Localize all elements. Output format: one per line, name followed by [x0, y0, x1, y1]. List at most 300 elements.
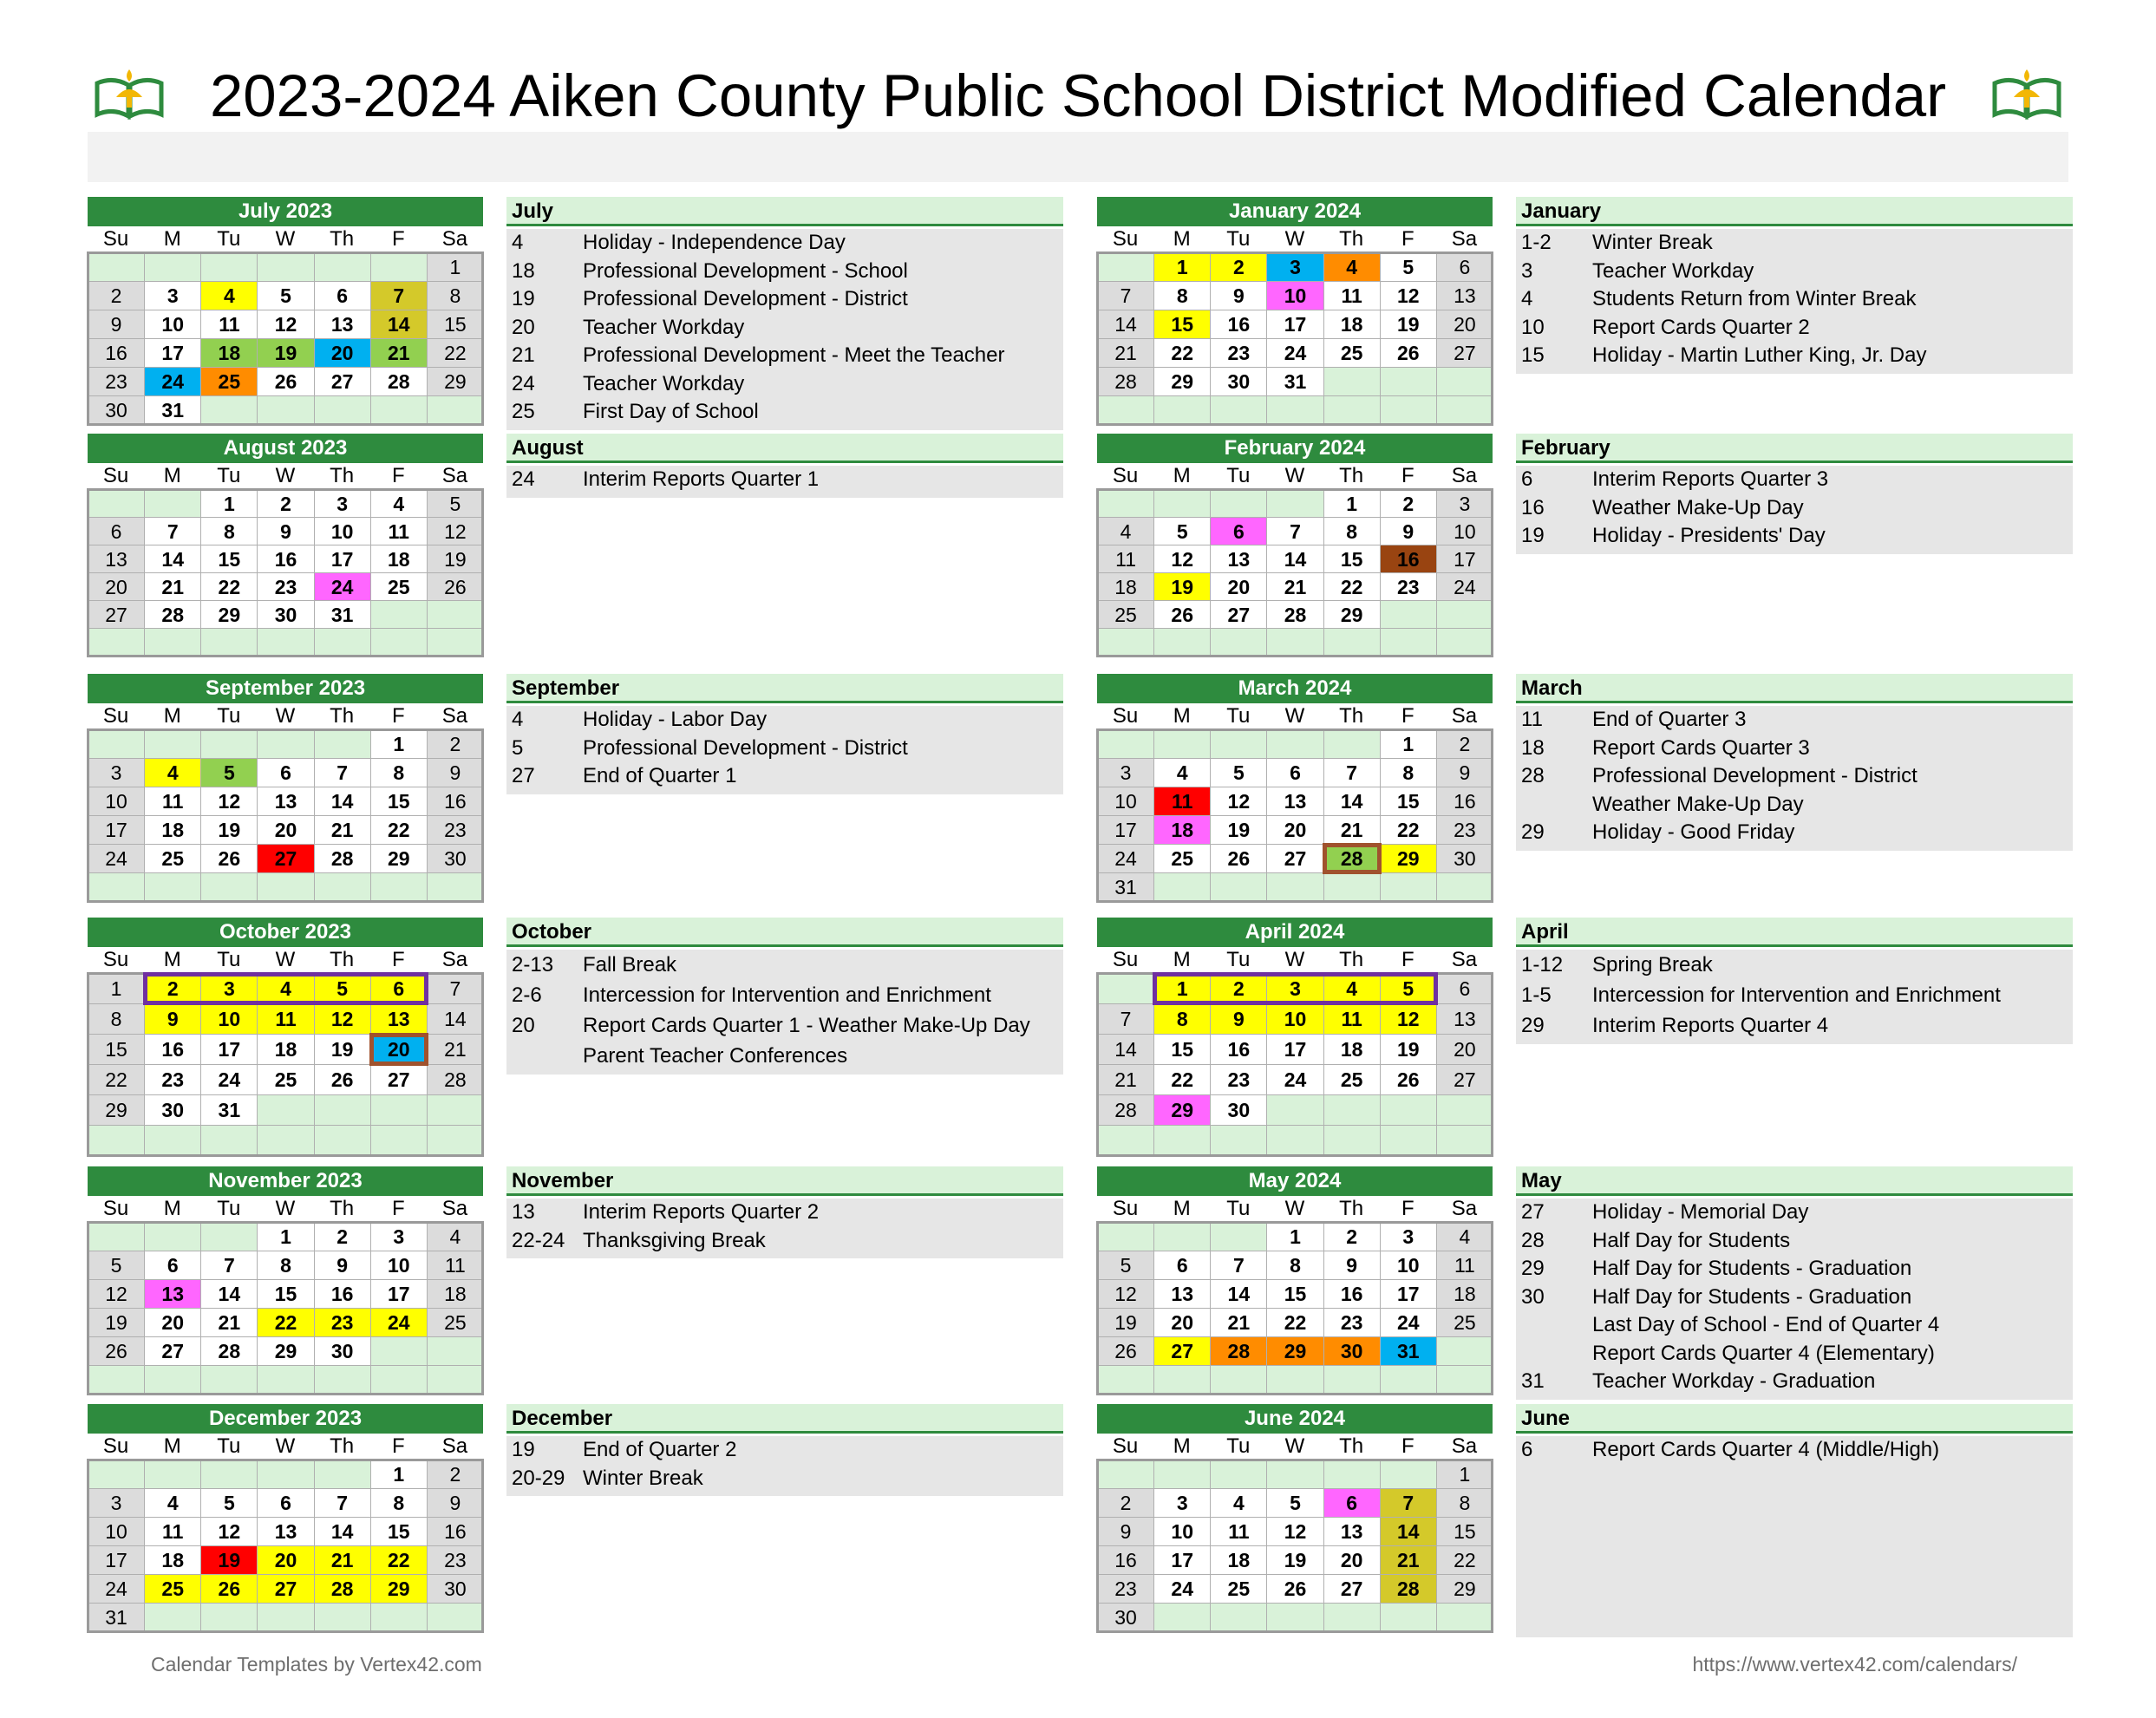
month-title: November 2023	[88, 1166, 483, 1196]
event-date: 10	[1521, 315, 1545, 339]
events-list	[506, 1199, 1063, 1258]
day-cell: 17	[200, 1034, 258, 1065]
event-item	[1516, 706, 2073, 735]
day-cell: 26	[200, 1574, 258, 1604]
day-cell: 9	[257, 517, 314, 545]
day-cell: 9	[1436, 758, 1493, 787]
day-cell: 28	[144, 600, 201, 629]
day-cell: 20	[370, 1034, 428, 1065]
weekday-label: Su	[102, 1197, 129, 1220]
event-text: Half Day for Students - Graduation	[1592, 1257, 1912, 1280]
event-item	[506, 1041, 1063, 1071]
day-cell: 17	[370, 1279, 428, 1309]
day-cell: 26	[200, 844, 258, 873]
events-title: July	[506, 197, 1063, 226]
empty-cell	[427, 872, 484, 902]
day-cell: 11	[1153, 787, 1211, 816]
day-cell: 19	[1097, 1308, 1154, 1337]
month-title: February 2024	[1097, 434, 1493, 463]
event-date: 19	[512, 1438, 535, 1461]
event-date: 15	[1521, 343, 1545, 367]
day-cell: 10	[370, 1251, 428, 1280]
event-text: Holiday - Presidents' Day	[1592, 524, 1826, 547]
day-cell: 26	[1380, 338, 1437, 368]
event-item	[1516, 285, 2073, 314]
weekday-label: M	[163, 464, 181, 487]
day-cell: 2	[144, 973, 201, 1004]
day-cell: 28	[427, 1064, 484, 1095]
day-cell: 21	[1323, 815, 1381, 845]
day-cell: 27	[144, 1336, 201, 1366]
weekday-label: Su	[1112, 704, 1139, 728]
event-date: 16	[1521, 495, 1545, 519]
day-cell: 11	[257, 1003, 314, 1035]
day-cell: 20	[1436, 1034, 1493, 1065]
day-cell: 19	[1210, 815, 1267, 845]
day-cell: 6	[1436, 252, 1493, 282]
day-cell: 9	[1323, 1251, 1381, 1280]
day-cell: 22	[1323, 572, 1381, 601]
day-cell: 17	[88, 815, 145, 845]
empty-cell	[1210, 395, 1267, 425]
day-cell: 16	[144, 1034, 201, 1065]
empty-cell	[314, 395, 371, 425]
day-cell: 7	[427, 973, 484, 1004]
day-cell: 6	[314, 281, 371, 310]
empty-cell	[370, 395, 428, 425]
day-cell: 31	[1266, 367, 1323, 396]
event-date: 4	[512, 231, 524, 254]
day-cell: 23	[88, 367, 145, 396]
month-title: June 2024	[1097, 1404, 1493, 1434]
day-cell: 22	[1153, 338, 1211, 368]
weekday-label: M	[163, 1434, 181, 1458]
weekday-label: Th	[1339, 1434, 1364, 1458]
event-item	[1516, 950, 2073, 980]
empty-cell	[200, 729, 258, 759]
empty-cell	[257, 395, 314, 425]
weekday-label: M	[1173, 704, 1191, 728]
empty-cell	[1266, 1125, 1323, 1156]
event-date: 6	[1521, 1438, 1533, 1461]
day-cell: 24	[1436, 572, 1493, 601]
day-cell: 28	[1097, 367, 1154, 396]
day-cell: 6	[1153, 1251, 1211, 1280]
day-cell: 18	[257, 1034, 314, 1065]
day-cell: 29	[1266, 1336, 1323, 1366]
day-cell: 4	[257, 973, 314, 1004]
weekday-label: Th	[1339, 1197, 1364, 1220]
events-list	[506, 706, 1063, 794]
day-cell: 11	[144, 1517, 201, 1546]
day-cell: 24	[1266, 1064, 1323, 1095]
day-cell: 4	[370, 489, 428, 518]
weekday-label: Sa	[441, 227, 468, 251]
empty-cell	[314, 252, 371, 282]
weekday-label: W	[275, 464, 296, 487]
weekday-label: F	[1401, 1434, 1414, 1458]
day-cell: 24	[144, 367, 201, 396]
weekday-label: Sa	[1451, 704, 1478, 728]
empty-cell	[1436, 367, 1493, 396]
day-cell: 30	[314, 1336, 371, 1366]
day-cell: 6	[1266, 758, 1323, 787]
day-cell: 9	[314, 1251, 371, 1280]
empty-cell	[144, 1603, 201, 1632]
day-cell: 25	[427, 1308, 484, 1337]
day-cell: 1	[200, 489, 258, 518]
day-cell: 10	[1266, 1003, 1323, 1035]
empty-cell	[1323, 1125, 1381, 1156]
day-cell: 27	[257, 1574, 314, 1604]
empty-cell	[1153, 872, 1211, 902]
day-cell: 25	[1097, 600, 1154, 629]
day-cell: 3	[88, 758, 145, 787]
events-title: August	[506, 434, 1063, 463]
event-item	[1516, 791, 2073, 820]
empty-cell	[1436, 628, 1493, 656]
day-cell: 30	[257, 600, 314, 629]
day-cell: 8	[1380, 758, 1437, 787]
day-cell: 18	[1153, 815, 1211, 845]
month-grid	[1097, 1404, 1493, 1631]
day-cell: 19	[1380, 310, 1437, 339]
month-title: August 2023	[88, 434, 483, 463]
event-date: 21	[512, 343, 535, 367]
empty-cell	[1380, 1094, 1437, 1126]
day-cell: 24	[88, 844, 145, 873]
month-title: March 2024	[1097, 674, 1493, 703]
events-title: June	[1516, 1404, 2073, 1434]
day-cell: 20	[257, 815, 314, 845]
weekday-label: Tu	[1226, 704, 1251, 728]
empty-cell	[1153, 1603, 1211, 1632]
day-cell: 24	[370, 1308, 428, 1337]
day-cell: 12	[200, 787, 258, 816]
weekday-label: W	[275, 704, 296, 728]
day-cell: 30	[1210, 1094, 1267, 1126]
day-cell: 29	[88, 1094, 145, 1126]
day-cell: 1	[1380, 729, 1437, 759]
weekday-label: Th	[1339, 704, 1364, 728]
weekday-label: Su	[102, 948, 129, 971]
day-cell: 27	[314, 367, 371, 396]
day-cell: 12	[1210, 787, 1267, 816]
empty-cell	[257, 1125, 314, 1156]
day-cell: 25	[144, 844, 201, 873]
day-cell: 8	[88, 1003, 145, 1035]
day-cell: 30	[427, 1574, 484, 1604]
day-cell: 18	[1323, 1034, 1381, 1065]
empty-cell	[1210, 729, 1267, 759]
day-cell: 14	[1097, 1034, 1154, 1065]
day-cell: 26	[1380, 1064, 1437, 1095]
empty-cell	[1210, 1222, 1267, 1251]
day-cell: 5	[314, 973, 371, 1004]
event-text: Professional Development - School	[583, 258, 908, 283]
day-cell: 4	[1436, 1222, 1493, 1251]
day-cell: 27	[370, 1064, 428, 1095]
day-cell: 8	[1266, 1251, 1323, 1280]
weekday-label: Th	[330, 227, 355, 251]
event-item	[1516, 1311, 2073, 1340]
day-cell: 12	[200, 1517, 258, 1546]
event-date: 18	[1521, 735, 1545, 760]
empty-cell	[1436, 600, 1493, 629]
weekday-label: F	[1401, 948, 1414, 971]
weekday-label: Tu	[1226, 948, 1251, 971]
month-grid	[1097, 1166, 1493, 1394]
day-cell: 29	[1323, 600, 1381, 629]
day-cell: 1	[427, 252, 484, 282]
day-cell: 15	[1153, 1034, 1211, 1065]
event-text: Fall Break	[583, 953, 677, 977]
event-item	[1516, 1199, 2073, 1227]
day-cell: 3	[1266, 973, 1323, 1004]
day-cell: 12	[1153, 545, 1211, 573]
day-cell: 3	[200, 973, 258, 1004]
weekday-label: M	[1173, 1434, 1191, 1458]
day-cell: 2	[1436, 729, 1493, 759]
weekday-label: Sa	[441, 1197, 468, 1220]
day-cell: 23	[427, 815, 484, 845]
event-text: Professional Development - Meet the Teacher	[583, 343, 1005, 367]
empty-cell	[200, 1460, 258, 1489]
day-cell: 5	[200, 1488, 258, 1518]
day-cell: 16	[1436, 787, 1493, 816]
event-item	[506, 1199, 1063, 1227]
day-cell: 21	[314, 815, 371, 845]
empty-cell	[1153, 1222, 1211, 1251]
weekday-label: Tu	[217, 464, 241, 487]
empty-cell	[88, 872, 145, 902]
empty-cell	[1266, 1603, 1323, 1632]
empty-cell	[200, 1222, 258, 1251]
day-cell: 21	[1210, 1308, 1267, 1337]
day-cell: 10	[1153, 1517, 1211, 1546]
weekday-label: Su	[1112, 464, 1139, 487]
day-cell: 4	[200, 281, 258, 310]
empty-cell	[1153, 1365, 1211, 1395]
day-cell: 26	[1266, 1574, 1323, 1604]
event-item	[506, 735, 1063, 763]
day-cell: 22	[1380, 815, 1437, 845]
weekday-label: F	[1401, 464, 1414, 487]
event-text: Interim Reports Quarter 3	[1592, 467, 1829, 491]
empty-cell	[1323, 872, 1381, 902]
day-cell: 15	[370, 1517, 428, 1546]
event-text: Holiday - Labor Day	[583, 708, 768, 731]
day-cell: 19	[314, 1034, 371, 1065]
empty-cell	[1380, 1125, 1437, 1156]
day-cell: 16	[1210, 310, 1267, 339]
event-text: Weather Make-Up Day	[1592, 792, 1804, 816]
day-cell: 5	[1380, 973, 1437, 1004]
day-cell: 4	[1097, 517, 1154, 545]
day-cell: 22	[1266, 1308, 1323, 1337]
day-cell: 29	[200, 600, 258, 629]
day-cell: 17	[144, 338, 201, 368]
day-cell: 23	[427, 1545, 484, 1575]
month-title: September 2023	[88, 674, 483, 703]
day-cell: 1	[370, 729, 428, 759]
weekday-label: Su	[1112, 227, 1139, 251]
event-item	[506, 1227, 1063, 1256]
day-cell: 23	[1380, 572, 1437, 601]
empty-cell	[1210, 489, 1267, 518]
day-cell: 13	[144, 1279, 201, 1309]
empty-cell	[144, 729, 201, 759]
empty-cell	[1153, 628, 1211, 656]
weekday-label: Su	[102, 704, 129, 728]
day-cell: 1	[370, 1460, 428, 1489]
event-item	[1516, 1227, 2073, 1256]
day-cell: 12	[1266, 1517, 1323, 1546]
day-cell: 5	[427, 489, 484, 518]
event-item	[506, 258, 1063, 286]
empty-cell	[1323, 395, 1381, 425]
day-cell: 28	[1323, 844, 1381, 873]
empty-cell	[1097, 973, 1154, 1004]
event-item	[1516, 1368, 2073, 1396]
empty-cell	[427, 395, 484, 425]
event-date: 4	[1521, 287, 1533, 310]
empty-cell	[257, 1603, 314, 1632]
day-cell: 11	[1323, 281, 1381, 310]
empty-cell	[427, 600, 484, 629]
empty-cell	[1323, 1603, 1381, 1632]
empty-cell	[88, 729, 145, 759]
day-cell: 19	[88, 1308, 145, 1337]
day-cell: 2	[1097, 1488, 1154, 1518]
day-cell: 15	[88, 1034, 145, 1065]
day-cell: 23	[1210, 1064, 1267, 1095]
day-cell: 11	[427, 1251, 484, 1280]
empty-cell	[1436, 395, 1493, 425]
empty-cell	[1380, 600, 1437, 629]
day-cell: 22	[1436, 1545, 1493, 1575]
day-cell: 23	[257, 572, 314, 601]
day-cell: 6	[88, 517, 145, 545]
weekday-label: Th	[330, 948, 355, 971]
day-cell: 10	[1436, 517, 1493, 545]
empty-cell	[370, 872, 428, 902]
event-date: 30	[1521, 1284, 1545, 1309]
month-grid	[88, 1166, 483, 1394]
day-cell: 5	[200, 758, 258, 787]
empty-cell	[1210, 1460, 1267, 1489]
day-cell: 15	[1436, 1517, 1493, 1546]
day-cell: 22	[427, 338, 484, 368]
events-list	[1516, 706, 2073, 851]
day-cell: 2	[88, 281, 145, 310]
empty-cell	[1210, 872, 1267, 902]
event-item	[1516, 1255, 2073, 1284]
weekday-label: Tu	[1226, 1434, 1251, 1458]
empty-cell	[370, 628, 428, 656]
empty-cell	[370, 600, 428, 629]
event-date: 19	[512, 287, 535, 310]
empty-cell	[1097, 729, 1154, 759]
empty-cell	[200, 628, 258, 656]
weekday-label: Sa	[441, 948, 468, 971]
day-cell: 25	[144, 1574, 201, 1604]
empty-cell	[1153, 489, 1211, 518]
day-cell: 5	[257, 281, 314, 310]
empty-cell	[144, 252, 201, 282]
empty-cell	[200, 872, 258, 902]
day-cell: 16	[314, 1279, 371, 1309]
month-grid	[1097, 197, 1493, 424]
day-cell: 23	[1323, 1308, 1381, 1337]
month-grid	[88, 197, 483, 424]
empty-cell	[1323, 1365, 1381, 1395]
events-title: March	[1516, 674, 2073, 703]
day-cell: 8	[427, 281, 484, 310]
day-cell: 16	[1323, 1279, 1381, 1309]
event-date: 4	[512, 708, 524, 731]
event-date: 18	[512, 258, 535, 283]
day-cell: 1	[88, 973, 145, 1004]
day-cell: 20	[1153, 1308, 1211, 1337]
weekday-label: M	[163, 704, 181, 728]
day-cell: 1	[1153, 252, 1211, 282]
events-list	[506, 950, 1063, 1075]
event-text: Intercession for Intervention and Enrichment	[583, 983, 991, 1007]
event-item	[506, 1436, 1063, 1465]
day-cell: 2	[1323, 1222, 1381, 1251]
day-cell: 8	[1436, 1488, 1493, 1518]
day-cell: 25	[1323, 338, 1381, 368]
day-cell: 20	[1436, 310, 1493, 339]
day-cell: 16	[427, 1517, 484, 1546]
day-cell: 24	[1380, 1308, 1437, 1337]
day-cell: 14	[427, 1003, 484, 1035]
weekday-label: Su	[102, 1434, 129, 1458]
day-cell: 5	[1153, 517, 1211, 545]
day-cell: 14	[1266, 545, 1323, 573]
day-cell: 7	[1210, 1251, 1267, 1280]
empty-cell	[370, 252, 428, 282]
event-date: 27	[1521, 1200, 1545, 1224]
weekday-label: Tu	[217, 1434, 241, 1458]
empty-cell	[1153, 729, 1211, 759]
day-cell: 24	[88, 1574, 145, 1604]
highlight-outline	[1323, 843, 1382, 874]
day-cell: 29	[370, 1574, 428, 1604]
day-cell: 16	[427, 787, 484, 816]
day-cell: 15	[1153, 310, 1211, 339]
empty-cell	[314, 1094, 371, 1126]
events-title: December	[506, 1404, 1063, 1434]
day-cell: 31	[88, 1603, 145, 1632]
day-cell: 21	[314, 1545, 371, 1575]
event-item	[1516, 819, 2073, 847]
day-cell: 28	[1266, 600, 1323, 629]
day-cell: 8	[1153, 1003, 1211, 1035]
empty-cell	[1153, 1460, 1211, 1489]
weekday-label: W	[1284, 1197, 1305, 1220]
month-grid	[88, 1404, 483, 1631]
day-cell: 14	[1210, 1279, 1267, 1309]
empty-cell	[200, 252, 258, 282]
empty-cell	[1436, 1336, 1493, 1366]
day-cell: 14	[314, 787, 371, 816]
day-cell: 2	[427, 729, 484, 759]
day-cell: 23	[144, 1064, 201, 1095]
event-item	[1516, 762, 2073, 791]
day-cell: 10	[1380, 1251, 1437, 1280]
